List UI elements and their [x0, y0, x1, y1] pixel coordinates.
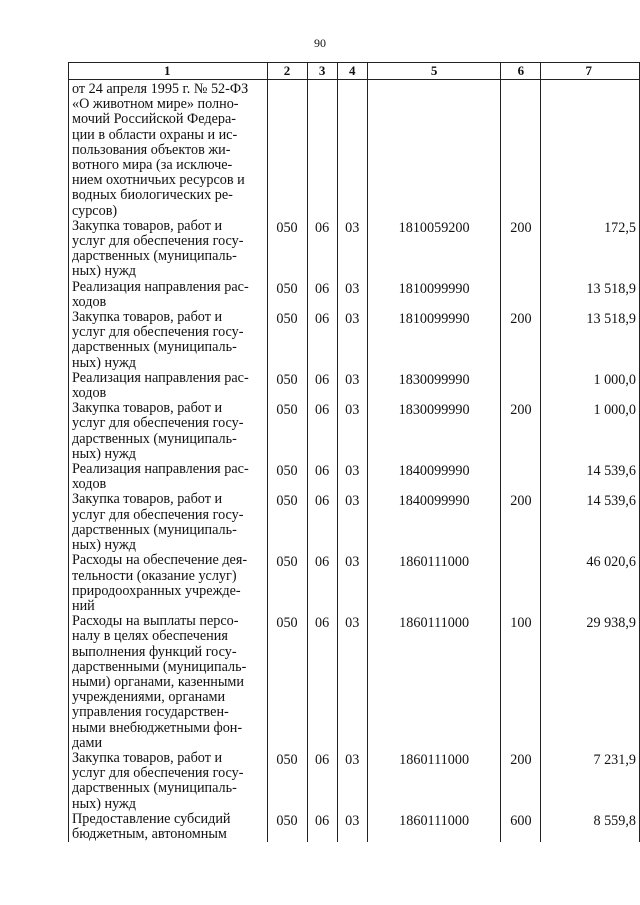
- amount: 172,5: [541, 219, 640, 280]
- target-article-code: 1810099990: [367, 280, 501, 310]
- amount: 1 000,0: [541, 371, 640, 401]
- target-article-code: [367, 80, 501, 219]
- row-description: [69, 219, 268, 280]
- amount: 14 539,6: [541, 462, 640, 492]
- description-line: Предоставление субсидий: [72, 810, 231, 827]
- target-article-code: 1840099990: [367, 462, 501, 492]
- subsection-code: 03: [337, 401, 367, 462]
- row-description: [69, 401, 268, 462]
- table-row: [69, 371, 640, 401]
- description-line: от 24 апреля 1995 г. № 52-ФЗ: [72, 81, 249, 97]
- ministry-code: [267, 80, 307, 219]
- ministry-code: 050: [267, 492, 307, 553]
- description-line: Реализация направления рас-: [72, 369, 249, 386]
- row-description: [69, 280, 268, 310]
- table-row: [69, 219, 640, 280]
- expense-type-code: 200: [501, 401, 541, 462]
- expense-type-code: 100: [501, 614, 541, 751]
- description-line: Расходы на обеспечение дея-: [72, 552, 248, 569]
- description-line: мочий Российской Федера-: [72, 111, 236, 128]
- table-row: [69, 401, 640, 462]
- section-code: 06: [307, 280, 337, 310]
- amount: 14 539,6: [541, 492, 640, 553]
- ministry-code: 050: [267, 751, 307, 812]
- row-description: [69, 614, 268, 751]
- description-line: услуг для обеспечения госу-: [72, 506, 244, 523]
- row-description: [69, 310, 268, 371]
- expense-type-code: 200: [501, 751, 541, 812]
- table-row: [69, 462, 640, 492]
- target-article-code: 1830099990: [367, 401, 501, 462]
- description-line: услуг для обеспечения госу-: [72, 324, 244, 341]
- expense-type-code: [501, 371, 541, 401]
- description-line: ний: [72, 597, 95, 614]
- description-line: дарственными (муниципаль-: [72, 658, 247, 675]
- section-code: 06: [307, 812, 337, 842]
- budget-table: [68, 62, 640, 842]
- description-line: Закупка товаров, работ и: [72, 217, 223, 234]
- description-line: налу в целях обеспечения: [72, 628, 228, 645]
- description-line: нием охотничьих ресурсов и: [72, 172, 245, 189]
- amount: 13 518,9: [541, 280, 640, 310]
- description-line: дарственных (муниципаль-: [72, 430, 237, 447]
- table-row: [69, 751, 640, 812]
- subsection-code: 03: [337, 812, 367, 842]
- amount: 29 938,9: [541, 614, 640, 751]
- description-line: услуг для обеспечения госу-: [72, 765, 244, 782]
- description-line: ными внебюджетными фон-: [72, 719, 243, 736]
- expense-type-code: 600: [501, 812, 541, 842]
- description-line: учреждениями, органами: [72, 689, 226, 706]
- target-article-code: 1860111000: [367, 614, 501, 751]
- description-line: выполнения функций госу-: [72, 643, 237, 660]
- table-row: [69, 812, 640, 842]
- target-article-code: 1860111000: [367, 553, 501, 614]
- description-line: услуг для обеспечения госу-: [72, 233, 244, 250]
- column-header-3: 3: [307, 63, 337, 80]
- description-line: ных) нужд: [72, 263, 137, 280]
- target-article-code: 1840099990: [367, 492, 501, 553]
- subsection-code: [337, 80, 367, 219]
- description-line: управления государствен-: [72, 704, 229, 721]
- ministry-code: 050: [267, 310, 307, 371]
- column-header-7: 7: [541, 63, 640, 80]
- description-line: Реализация направления рас-: [72, 278, 249, 295]
- table-row: [69, 553, 640, 614]
- target-article-code: 1860111000: [367, 751, 501, 812]
- description-line: ных) нужд: [72, 795, 137, 812]
- section-code: [307, 80, 337, 219]
- description-line: дарственных (муниципаль-: [72, 780, 237, 797]
- page-number: 90: [314, 36, 326, 50]
- description-line: ных) нужд: [72, 445, 137, 462]
- description-line: услуг для обеспечения госу-: [72, 415, 244, 432]
- description-line: Реализация направления рас-: [72, 461, 249, 478]
- description-line: Закупка товаров, работ и: [72, 309, 223, 326]
- row-description: [69, 492, 268, 553]
- ministry-code: 050: [267, 462, 307, 492]
- amount: 1 000,0: [541, 401, 640, 462]
- description-line: природоохранных учрежде-: [72, 582, 241, 599]
- expense-type-code: 200: [501, 310, 541, 371]
- subsection-code: 03: [337, 614, 367, 751]
- description-line: ходов: [72, 293, 107, 310]
- section-code: 06: [307, 310, 337, 371]
- ministry-code: 050: [267, 371, 307, 401]
- expense-type-code: 200: [501, 219, 541, 280]
- table-row: [69, 280, 640, 310]
- description-line: «О животном мире» полно-: [72, 96, 239, 113]
- table-header: [69, 63, 640, 80]
- amount: 46 020,6: [541, 553, 640, 614]
- subsection-code: 03: [337, 492, 367, 553]
- subsection-code: 03: [337, 371, 367, 401]
- ministry-code: 050: [267, 553, 307, 614]
- description-line: дарственных (муниципаль-: [72, 248, 237, 265]
- column-header-5: 5: [367, 63, 501, 80]
- description-line: сурсов): [72, 202, 118, 219]
- target-article-code: 1810059200: [367, 219, 501, 280]
- amount: 7 231,9: [541, 751, 640, 812]
- table-row: [69, 492, 640, 553]
- description-line: пользования объектов жи-: [72, 141, 231, 158]
- description-line: дами: [72, 734, 103, 751]
- description-line: ходов: [72, 385, 107, 402]
- subsection-code: 03: [337, 553, 367, 614]
- description-line: ных) нужд: [72, 354, 137, 371]
- description-line: Закупка товаров, работ и: [72, 400, 223, 417]
- section-code: 06: [307, 462, 337, 492]
- subsection-code: 03: [337, 280, 367, 310]
- row-description: [69, 462, 268, 492]
- subsection-code: 03: [337, 462, 367, 492]
- description-line: водных биологических ре-: [72, 187, 233, 204]
- expense-type-code: 200: [501, 492, 541, 553]
- description-line: дарственных (муниципаль-: [72, 339, 237, 356]
- description-line: ными) органами, казенными: [72, 673, 244, 690]
- amount: [541, 80, 640, 219]
- expense-type-code: [501, 553, 541, 614]
- description-line: ных) нужд: [72, 537, 137, 554]
- expense-type-code: [501, 280, 541, 310]
- description-line: тельности (оказание услуг): [72, 567, 237, 584]
- expense-type-code: [501, 462, 541, 492]
- subsection-code: 03: [337, 751, 367, 812]
- table-row: [69, 310, 640, 371]
- section-code: 06: [307, 219, 337, 280]
- column-header-4: 4: [337, 63, 367, 80]
- section-code: 06: [307, 401, 337, 462]
- target-article-code: 1830099990: [367, 371, 501, 401]
- ministry-code: 050: [267, 614, 307, 751]
- ministry-code: 050: [267, 401, 307, 462]
- section-code: 06: [307, 371, 337, 401]
- subsection-code: 03: [337, 219, 367, 280]
- target-article-code: 1860111000: [367, 812, 501, 842]
- ministry-code: 050: [267, 219, 307, 280]
- amount: 8 559,8: [541, 812, 640, 842]
- section-code: 06: [307, 614, 337, 751]
- description-line: ходов: [72, 476, 107, 493]
- amount: 13 518,9: [541, 310, 640, 371]
- column-header-2: 2: [267, 63, 307, 80]
- description-line: Закупка товаров, работ и: [72, 491, 223, 508]
- column-header-6: 6: [501, 63, 541, 80]
- target-article-code: 1810099990: [367, 310, 501, 371]
- table-row: [69, 614, 640, 751]
- section-code: 06: [307, 492, 337, 553]
- description-line: Расходы на выплаты персо-: [72, 613, 239, 630]
- row-description: [69, 751, 268, 812]
- description-line: Закупка товаров, работ и: [72, 749, 223, 766]
- table-body: [69, 80, 640, 843]
- subsection-code: 03: [337, 310, 367, 371]
- row-description: [69, 80, 268, 219]
- row-description: [69, 553, 268, 614]
- row-description: [69, 812, 268, 842]
- description-line: ции в области охраны и ис-: [72, 126, 238, 143]
- expense-type-code: [501, 80, 541, 219]
- header-row: [69, 63, 640, 80]
- column-header-1: 1: [69, 63, 268, 80]
- section-code: 06: [307, 553, 337, 614]
- ministry-code: 050: [267, 812, 307, 842]
- table-row: [69, 80, 640, 219]
- ministry-code: 050: [267, 280, 307, 310]
- description-line: бюджетным, автономным: [72, 825, 227, 842]
- section-code: 06: [307, 751, 337, 812]
- row-description: [69, 371, 268, 401]
- description-line: дарственных (муниципаль-: [72, 521, 237, 538]
- description-line: вотного мира (за исключе-: [72, 157, 233, 174]
